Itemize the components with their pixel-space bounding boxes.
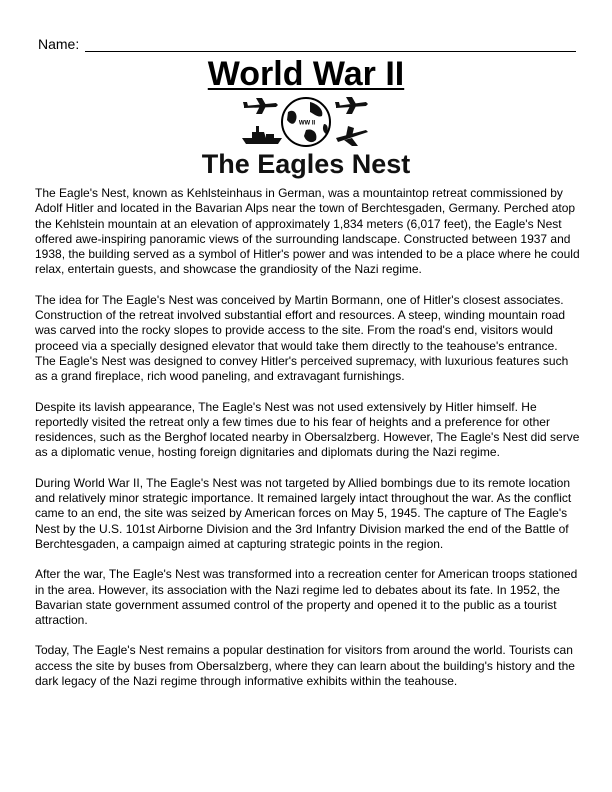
paragraph: Today, The Eagle's Nest remains a popular destination for visitors from around the world. Tourists can access the site by buses from Obersalzberg, where they can learn about the building's history and the dark legacy of the Nazi regime through informative exhibits within the teahouse. xyxy=(35,643,575,689)
article-body xyxy=(35,186,580,704)
paragraph: The idea for The Eagle's Nest was conceived by Martin Bormann, one of Hitler's closest associates. Construction of the retreat involved substantial effort and resources. A steep, winding mountain road was carved into the rocky slopes to provide access to the site. From the road's end, visitors would proceed via a specially designed elevator that would take them directly to the teahouse's entrance. The Eagle's Nest was designed to convey Hitler's perceived supremacy, with luxurious features such as a grand fireplace, rich wood paneling, and extravagant furnishings. xyxy=(35,292,569,384)
globe-label: WW II xyxy=(298,120,316,127)
bomber-plane-icon xyxy=(243,98,278,114)
ww2-illustration xyxy=(240,94,372,152)
paragraph: The Eagle's Nest, known as Kehlsteinhaus in German, was a mountaintop retreat commissioned by Adolf Hitler and located in the Bavarian Alps near the town of Berchtesgaden, Germany. Perched atop the Kehlstein mountain at an elevation of approximately 1,834 meters (6,017 feet), the Eagle's Nest offered awe-inspiring panoramic views of the surrounding landscape. Constructed between 1937 and 1938, the building served as a symbol of Hitler's power and was intended to be a place where he could relax, entertain guests, and showcase the grandiosity of the Nazi regime. xyxy=(35,186,580,277)
battleship-icon xyxy=(242,126,282,144)
paragraph: Despite its lavish appearance, The Eagle's Nest was not used extensively by Hitler himself. He reportedly visited the retreat only a few times due to his fear of heights and a preference for other residences, such as the Berghof located nearby in Obersalzberg. However, The Eagle's Nest did serve as a diplomatic venue, hosting foreign dignitaries and diplomats during the Nazi regime. xyxy=(35,399,580,460)
globe-icon xyxy=(282,98,330,146)
fighter-jet-icon xyxy=(336,126,368,146)
fighter-plane-icon xyxy=(335,97,368,114)
paragraph: After the war, The Eagle's Nest was transformed into a recreation center for American troops stationed in the area. However, its association with the Nazi regime led to debates about its fate. In 1952, the Bavarian state government assumed control of the property and opened it to the public as a tourist attraction. xyxy=(35,567,578,628)
name-field-row xyxy=(38,36,576,52)
paragraph: During World War II, The Eagle's Nest was not targeted by Allied bombings due to its remote location and relatively minor strategic importance. It remained largely intact throughout the war. As the conflict came to an end, the site was seized by American forces on May 5, 1945. The capture of The Eagle's Nest by the U.S. 101st Airborne Division and the 3rd Infantry Division marked the end of the Battle of Berchtesgaden, a campaign aimed at capturing strategic points in the region. xyxy=(35,475,572,551)
page-title: World War II xyxy=(207,55,405,93)
page-subtitle: The Eagles Nest xyxy=(201,149,411,179)
name-label: Name: xyxy=(38,36,80,52)
name-blank-line[interactable] xyxy=(85,38,576,52)
